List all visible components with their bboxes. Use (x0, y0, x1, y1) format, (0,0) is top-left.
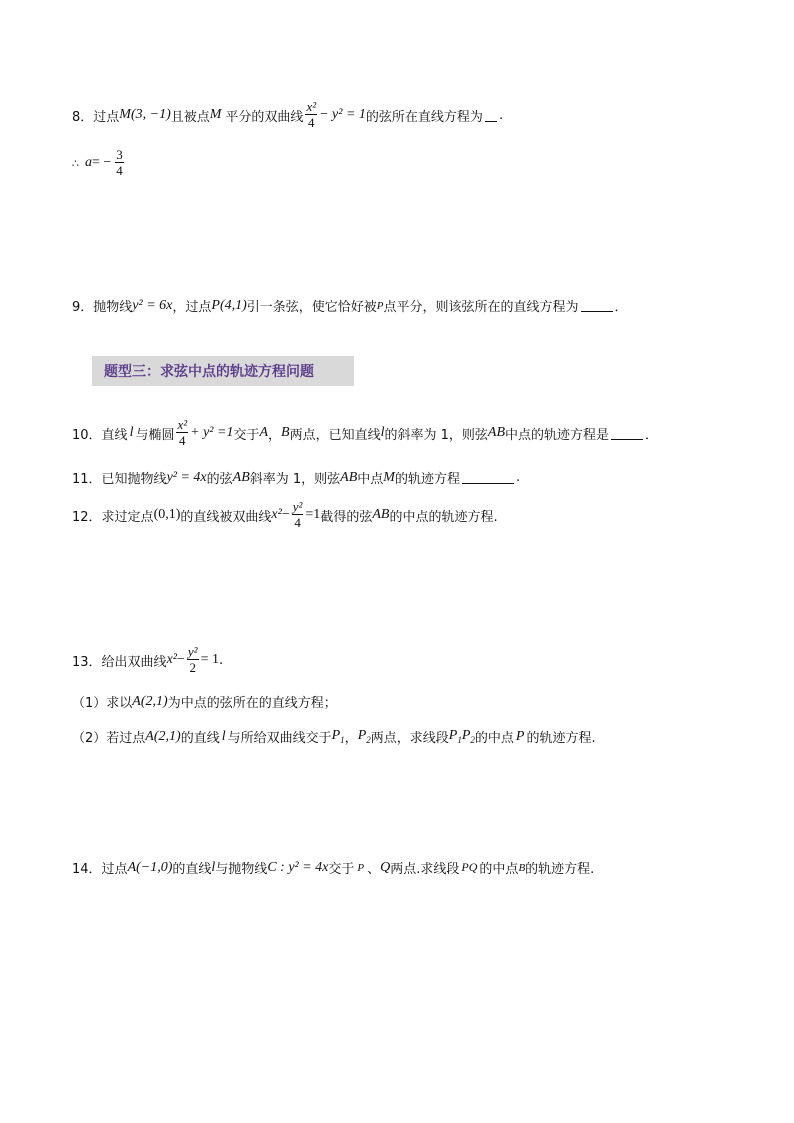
problem-8-answer: ∴ a = − $\frac{3}{4}$ (72, 147, 123, 178)
problem-13-part-1: （1） 求以 A(2,1) 为中点的弦所在的直线方程； (72, 693, 337, 711)
answer-blank[interactable] (462, 471, 514, 484)
problem-14: 14． 过点 A(−1,0) 的直线 l 与抛物线 C : y² = 4x 交于 P 、 Q 两点.求线段 PQ 的中点 B 的轨迹方程. (72, 859, 595, 877)
point-M: M(3, −1) (119, 107, 171, 122)
fraction: $\frac{3}{4}$ (116, 147, 123, 178)
problem-number: 8． (72, 109, 94, 125)
problem-10: 10． 直线 l 与椭圆 $\frac{\text{x²}}{4}$ + y² =1 交于 A ， B 两点，已知直线 l 的斜率为 1，则弦 AB 中点的轨迹方程是 ． (72, 417, 659, 448)
problem-8: 8． 过点 M(3, −1) 且被点 M 平分的双曲线 $\frac{\text{x²}}{4}$ − y² = 1 的弦所在直线方程为 . (72, 99, 504, 130)
problem-13: 13． 给出双曲线 x² − $\frac{\text{y²}}{2}$ = 1 . (72, 644, 224, 675)
problem-9: 9． 抛物线 y² = 6x ，过点 P(4,1) 引一条弦，使它恰好被 P 点平分，则该弦所在的直线方程为 ． (72, 297, 628, 315)
problem-11: 11． 已知抛物线 y² = 4x 的弦 AB 斜率为 1，则弦 AB 中点 M 的轨迹方程 . (72, 469, 521, 487)
problem-13-part-2: （2） 若过点 A(2,1) 的直线 l 与所给双曲线交于 $P_1$ ， $P_2$ 两点，求线段 $P_1P_2$ 的中点 P 的轨迹方程. (72, 728, 596, 746)
fraction: $\frac{\text{y²}}{4}$ (292, 499, 303, 530)
answer-blank[interactable] (485, 109, 497, 122)
fraction: $\frac{\text{x²}}{4}$ (306, 99, 317, 130)
answer-blank[interactable] (611, 427, 643, 440)
problem-12: 12． 求过定点 (0,1) 的直线被双曲线 x² − $\frac{\text{y²}}{4}$ =1 截得的弦 AB 的中点的轨迹方程. (72, 499, 498, 530)
section-heading: 题型三：求弦中点的轨迹方程问题 (92, 356, 354, 386)
fraction: $\frac{\text{x²}}{4}$ (177, 417, 188, 448)
answer-blank[interactable] (581, 299, 613, 312)
fraction: $\frac{\text{y²}}{2}$ (187, 644, 198, 675)
